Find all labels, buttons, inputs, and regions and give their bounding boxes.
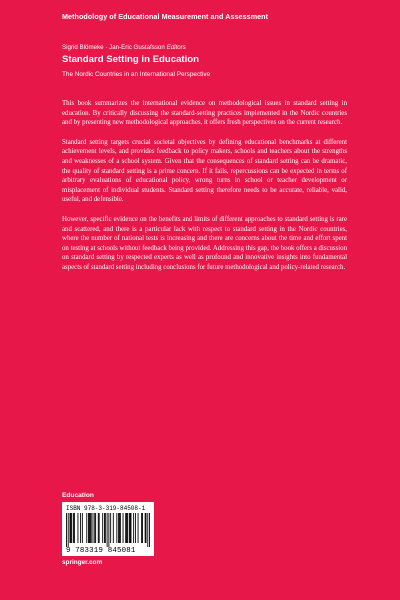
blurb-paragraph: However, specific evidence on the benefits and limits of different approaches to standard setting is rare and scattered, and there is a particular lack with respect to standard setting in the Nordic countries, where the number of national tests is increasing and there are concerns about the time and effort spent on testing at schools without feedback being provided. Addressing this gap, the book offers a discussion on standard setting by respected experts as well as profound and innovative insights into fundamental aspects of standard setting including conclusions for future methodological and policy-related research.: [62, 215, 347, 271]
blurb-paragraph: This book summarizes the international evidence on methodological issues in standard setting in education. By critically discussing the standard-setting practices implemented in the Nordic countries and by presenting new methodological approaches, it offers fresh perspectives on the current research.: [62, 100, 347, 127]
barcode-bar: [110, 513, 111, 543]
editors-role: Editors: [166, 44, 186, 51]
barcode-bar: [77, 513, 78, 543]
barcode-bar: [118, 513, 119, 543]
barcode-bar: [108, 513, 109, 547]
barcode-digits: 9 783319 845081: [66, 547, 136, 555]
barcode-bar: [133, 513, 134, 543]
barcode-bar: [95, 513, 96, 543]
barcode-bar: [125, 513, 126, 543]
barcode-bar: [130, 513, 131, 543]
barcode-bar: [93, 513, 94, 543]
barcode-bar: [94, 513, 95, 543]
barcode-bar: [71, 513, 72, 543]
barcode-bar: [141, 513, 142, 543]
barcode-bar: [90, 513, 91, 543]
barcode-bar: [123, 513, 124, 543]
barcode-bar: [119, 513, 120, 543]
barcode-bar: [145, 513, 146, 543]
barcode-bar: [74, 513, 75, 543]
book-title: Standard Setting in Education: [62, 54, 199, 65]
barcode-bar: [127, 513, 128, 543]
barcode-bar: [80, 513, 81, 543]
publisher-website[interactable]: springer.com: [62, 559, 103, 566]
editors-line: [62, 44, 382, 51]
barcode-bar: [70, 513, 71, 543]
barcode-bar: [129, 513, 130, 543]
barcode-bar: [104, 513, 105, 543]
barcode-bar: [66, 513, 67, 547]
barcode-bar: [146, 513, 147, 543]
barcode-bar: [105, 513, 106, 543]
blurb: [62, 99, 347, 283]
barcode-bar: [82, 513, 83, 543]
series-title: Methodology of Educational Measurement and Assessment: [62, 12, 269, 21]
barcode-bar: [147, 513, 148, 547]
editor-names: Sigrid Blömeke · Jan-Eric Gustafsson: [62, 44, 165, 51]
barcode-bar: [149, 513, 150, 547]
barcode-graphic: [66, 513, 150, 547]
book-subtitle: The Nordic Countries in an International Perspective: [62, 71, 211, 78]
barcode-bar: [138, 513, 139, 543]
barcode-bar: [107, 513, 108, 547]
barcode-bar: [68, 513, 69, 547]
subject-category: Education: [62, 492, 94, 499]
isbn-number: ISBN 978-3-319-84508-1: [66, 505, 146, 512]
barcode-bar: [70, 513, 71, 543]
barcode-bar: [131, 513, 132, 543]
barcode-bar: [98, 513, 99, 543]
barcode-bar: [113, 513, 114, 543]
barcode-bar: [89, 513, 90, 543]
barcode-bar: [126, 513, 127, 543]
barcode-bar: [142, 513, 143, 543]
barcode-bar: [120, 513, 121, 543]
barcode-bar: [135, 513, 136, 543]
barcode-bar: [91, 513, 92, 543]
barcode-bar: [102, 513, 103, 543]
barcode-bar: [88, 513, 89, 543]
barcode-bar: [73, 513, 74, 543]
barcode-bar: [86, 513, 87, 543]
isbn-barcode: [62, 502, 154, 556]
blurb-paragraph: Standard setting targets crucial societal objectives by defining educational benchmarks at different achievement levels, and provides feedback to policy makers, schools and teachers about the strengths and weaknesses of a school system. Given that the consequences of standard setting can be dramatic, the quality of standard setting is a prime concern. If it fails, repercussions can be expected in terms of arbitrary evaluations of educational policy, wrong turns in school or teacher development or misplacement of individual students. Standard setting therefore needs to be accurate, reliable, valid, useful, and defensible.: [62, 138, 347, 204]
barcode-bar: [99, 513, 100, 543]
barcode-bar: [116, 513, 117, 543]
